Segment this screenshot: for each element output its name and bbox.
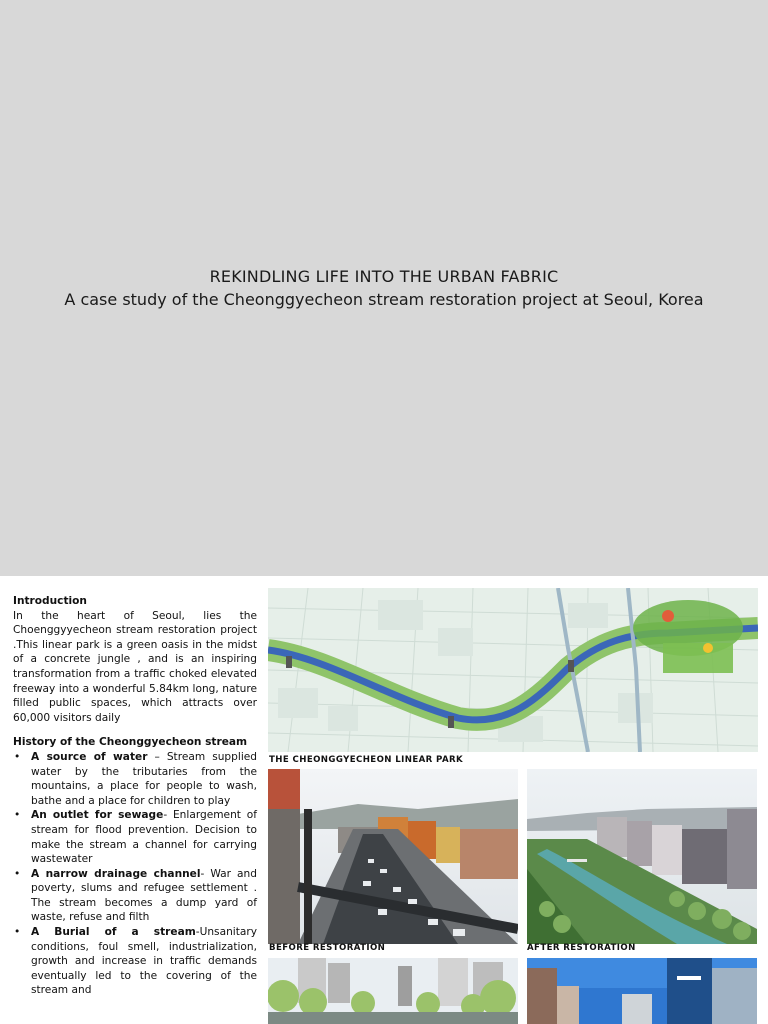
- history-list: [13, 750, 257, 998]
- case-study-page: [0, 576, 768, 1024]
- after-caption: AFTER RESTORATION: [527, 943, 636, 953]
- after-restoration-photo: [527, 769, 757, 944]
- stream-street-photo: [268, 958, 518, 1024]
- cover-title: REKINDLING LIFE INTO THE URBAN FABRIC: [209, 267, 559, 286]
- cover-subtitle: A case study of the Cheonggyecheon stream restoration project at Seoul, Korea: [64, 290, 704, 309]
- skyline-photo: [527, 958, 757, 1024]
- history-item: • A Burial of a stream-Unsanitary conditions, foul smell, industrialization, growth and increase in traffic demands eventually led to the covering of the stream and: [13, 925, 257, 998]
- park-site-plan-image: [268, 588, 758, 752]
- history-item: • An outlet for sewage- Enlargement of stream for flood prevention. Decision to make the stream a channel for carrying wastewater: [13, 808, 257, 866]
- history-item: • A narrow drainage channel- War and poverty, slums and refugee settlement . The stream becomes a dump yard of waste, refuse and filth: [13, 867, 257, 925]
- history-item: • A source of water – Stream supplied water by the tributaries from the mountains, a place for people to wash, bathe and a place for children to play: [13, 750, 257, 808]
- before-restoration-photo: [268, 769, 518, 944]
- history-heading: History of the Cheonggyecheon stream: [13, 736, 248, 749]
- text-column: [13, 594, 257, 998]
- before-caption: BEFORE RESTORATION: [269, 943, 386, 953]
- intro-paragraph: In the heart of Seoul, lies the Choenggyyecheon stream restoration project .This linear park is a green oasis in the midst of a concrete jungle , and is an inspiring transformation from a traffic choked elevated freeway into a wonderful 5.84km long, nature filled public spaces, which attracts over 60,000 visitors daily: [13, 609, 257, 724]
- park-caption: THE CHEONGGYECHEON LINEAR PARK: [269, 755, 464, 765]
- intro-heading: Introduction: [13, 595, 87, 607]
